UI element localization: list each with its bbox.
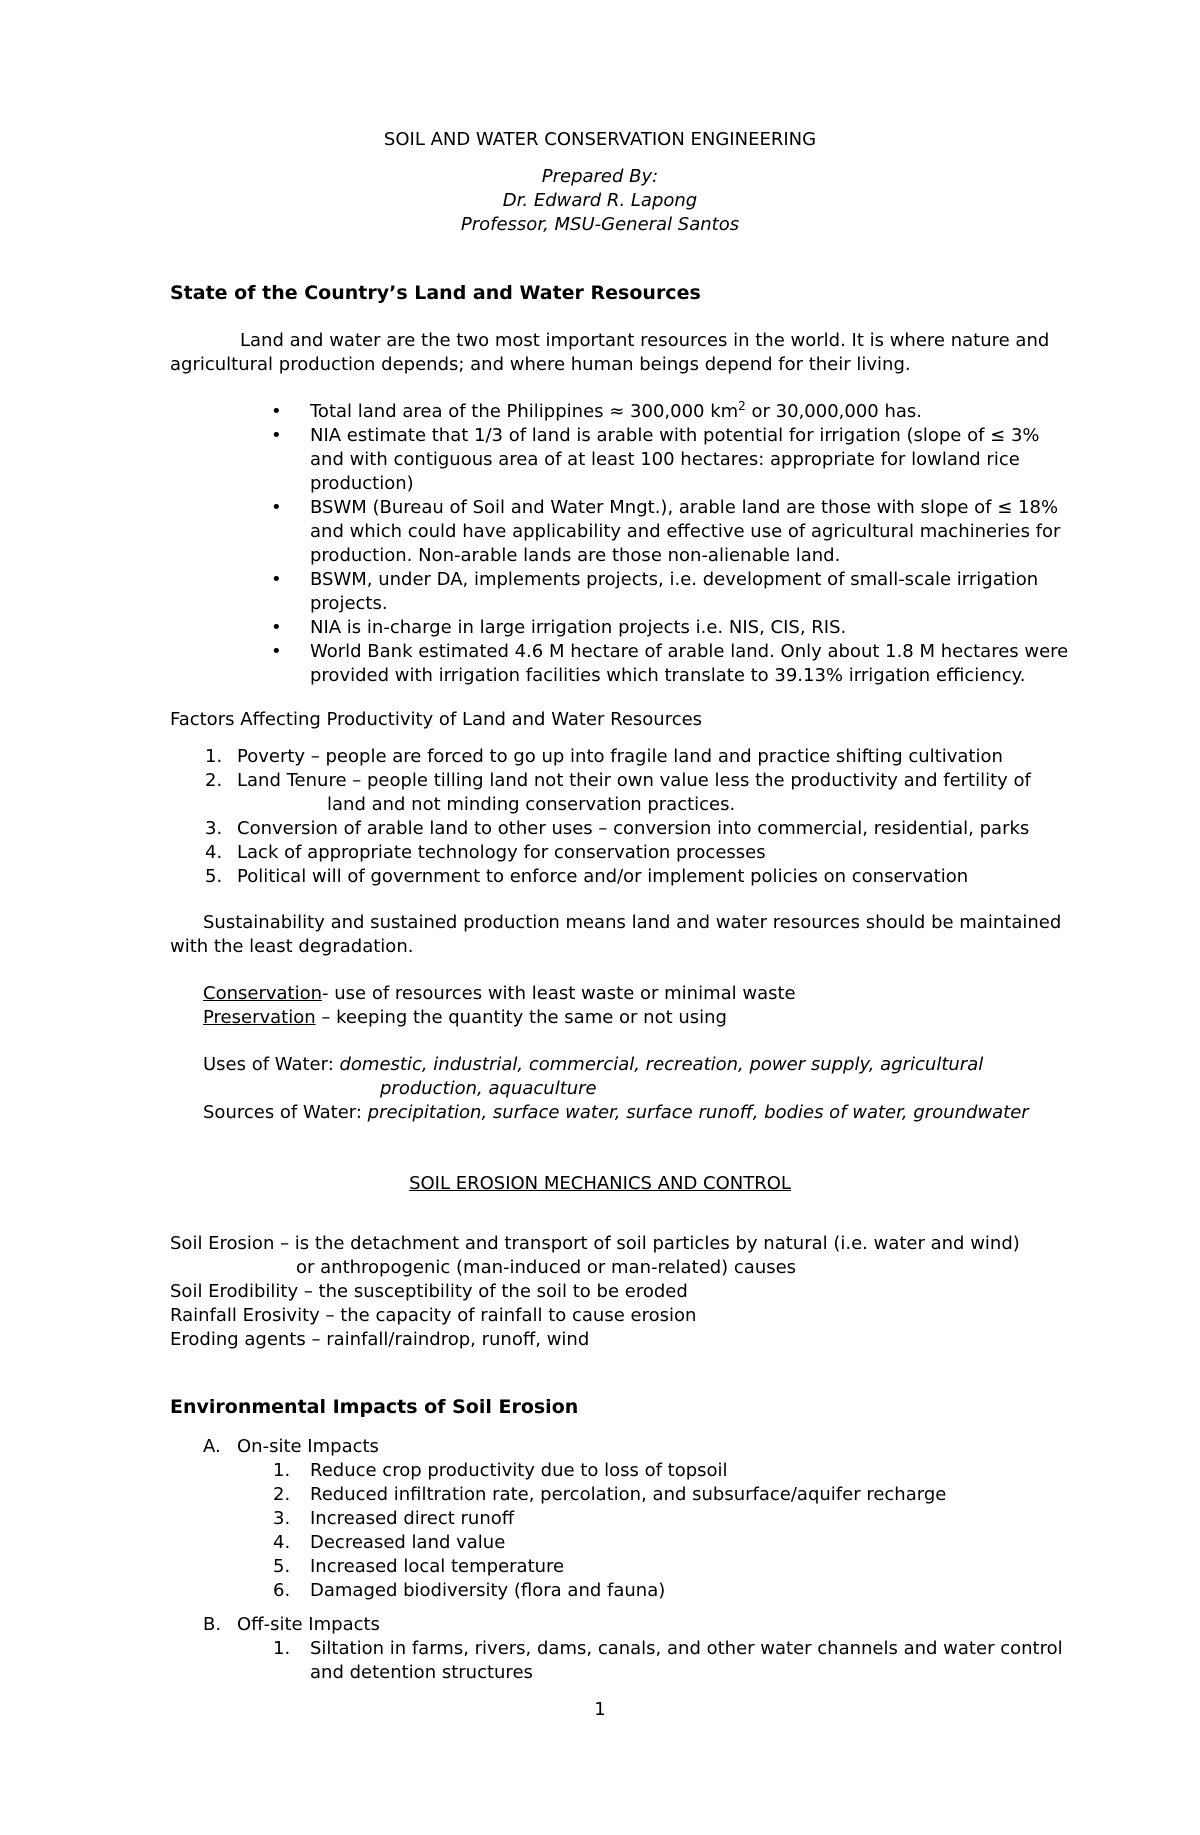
sustainability-line-2: with the least degradation.	[170, 936, 414, 957]
off-site-impacts-label: B.	[203, 1614, 222, 1635]
list-item: 1. Siltation in farms, rivers, dams, canals, and other water channels and water control and detention structures	[273, 1638, 1063, 1683]
preservation-term: Preservation	[203, 1007, 316, 1028]
on-site-impacts-label: A.	[203, 1436, 221, 1457]
list-item: 2. Land Tenure – people tilling land not their own value less the productivity and fertility of land and not minding conservation practices.	[205, 770, 1031, 815]
list-item: 3. Increased direct runoff	[273, 1508, 515, 1529]
bullet-icon: •	[271, 497, 282, 518]
document-title: SOIL AND WATER CONSERVATION ENGINEERING	[383, 129, 817, 150]
list-item: 1. Poverty – people are forced to go up into fragile land and practice shifting cultivation	[205, 746, 1003, 767]
list-item: 2. Reduced infiltration rate, percolation, and subsurface/aquifer recharge	[273, 1484, 947, 1505]
bullet-item: • BSWM (Bureau of Soil and Water Mngt.), arable land are those with slope of ≤ 18% and which could have applicability and effective use of agricultural machineries for production. Non-arable lands are those non-alienable land.	[271, 497, 1061, 566]
prepared-by-label: Prepared By:	[541, 166, 659, 187]
author-name: Dr. Edward R. Lapong	[502, 190, 698, 211]
bullet-icon: •	[271, 401, 282, 422]
bullet-item: • NIA estimate that 1/3 of land is arable with potential for irrigation (slope of ≤ 3% and with contiguous area of at least 100 hectares: appropriate for lowland rice production)	[271, 425, 1040, 494]
section-heading-environmental-impacts: Environmental Impacts of Soil Erosion	[170, 1396, 579, 1418]
preservation-definition: Preservation – keeping the quantity the same or not using	[203, 1007, 727, 1028]
bullet-item: • NIA is in-charge in large irrigation projects i.e. NIS, CIS, RIS.	[271, 617, 847, 638]
uses-of-water: Uses of Water: domestic, industrial, commercial, recreation, power supply, agricultural	[203, 1054, 984, 1075]
bullet-icon: •	[271, 617, 282, 638]
on-site-impacts-title: On-site Impacts	[237, 1436, 379, 1457]
factors-heading: Factors Affecting Productivity of Land and Water Resources	[170, 709, 703, 730]
eroding-agents-definition: Eroding agents – rainfall/raindrop, runoff, wind	[170, 1329, 590, 1350]
list-item: 3. Conversion of arable land to other uses – conversion into commercial, residential, parks	[205, 818, 1030, 839]
list-item: 1. Reduce crop productivity due to loss of topsoil	[273, 1460, 728, 1481]
on-site-impacts-list	[170, 1459, 1070, 1603]
list-item: 4. Decreased land value	[273, 1532, 506, 1553]
author-position: Professor, MSU-General Santos	[460, 214, 740, 235]
list-item: 5. Increased local temperature	[273, 1556, 565, 1577]
bullet-item: • Total land area of the Philippines ≈ 300,000 $km^2$ or 30,000,000 has.	[271, 399, 922, 422]
intro-line-1: Land and water are the two most important resources in the world. It is where nature and	[240, 330, 1050, 351]
off-site-impacts-title: Off-site Impacts	[237, 1614, 380, 1635]
section-heading-soil-erosion: SOIL EROSION MECHANICS AND CONTROL	[409, 1173, 791, 1194]
intro-line-2: agricultural production depends; and where human beings depend for their living.	[170, 354, 911, 375]
sustainability-line-1: Sustainability and sustained production means land and water resources should be maintained	[203, 912, 1062, 933]
soil-erosion-definition-cont: or anthropogenic (man-induced or man-related) causes	[296, 1257, 797, 1278]
bullet-icon: •	[271, 425, 282, 446]
conservation-definition: Conservation- use of resources with least waste or minimal waste	[203, 983, 796, 1004]
soil-erosion-definition: Soil Erosion – is the detachment and transport of soil particles by natural (i.e. water and wind)	[170, 1233, 1020, 1254]
bullet-icon: •	[271, 641, 282, 662]
bullet-item: • World Bank estimated 4.6 M hectare of arable land. Only about 1.8 M hectares were provided with irrigation facilities which translate to 39.13% irrigation efficiency.	[271, 641, 1069, 686]
list-item: 5. Political will of government to enforce and/or implement policies on conservation	[205, 866, 969, 887]
factors-list	[170, 745, 1070, 889]
soil-erodibility-definition: Soil Erodibility – the susceptibility of the soil to be eroded	[170, 1281, 688, 1302]
sources-of-water: Sources of Water: precipitation, surface water, surface runoff, bodies of water, groundwater	[203, 1102, 1029, 1123]
resources-bullet-list	[170, 400, 1070, 688]
rainfall-erosivity-definition: Rainfall Erosivity – the capacity of rainfall to cause erosion	[170, 1305, 697, 1326]
bullet-item: • BSWM, under DA, implements projects, i.e. development of small-scale irrigation projects.	[271, 569, 1039, 614]
bullet-icon: •	[271, 569, 282, 590]
list-item: 6. Damaged biodiversity (flora and fauna)	[273, 1580, 666, 1601]
conservation-term: Conservation	[203, 983, 323, 1004]
page-number: 1	[594, 1699, 606, 1720]
off-site-impacts-list	[170, 1637, 1070, 1685]
section-heading-land-water: State of the Country’s Land and Water Resources	[170, 282, 701, 304]
list-item: 4. Lack of appropriate technology for conservation processes	[205, 842, 766, 863]
uses-of-water-cont: production, aquaculture	[380, 1078, 597, 1099]
